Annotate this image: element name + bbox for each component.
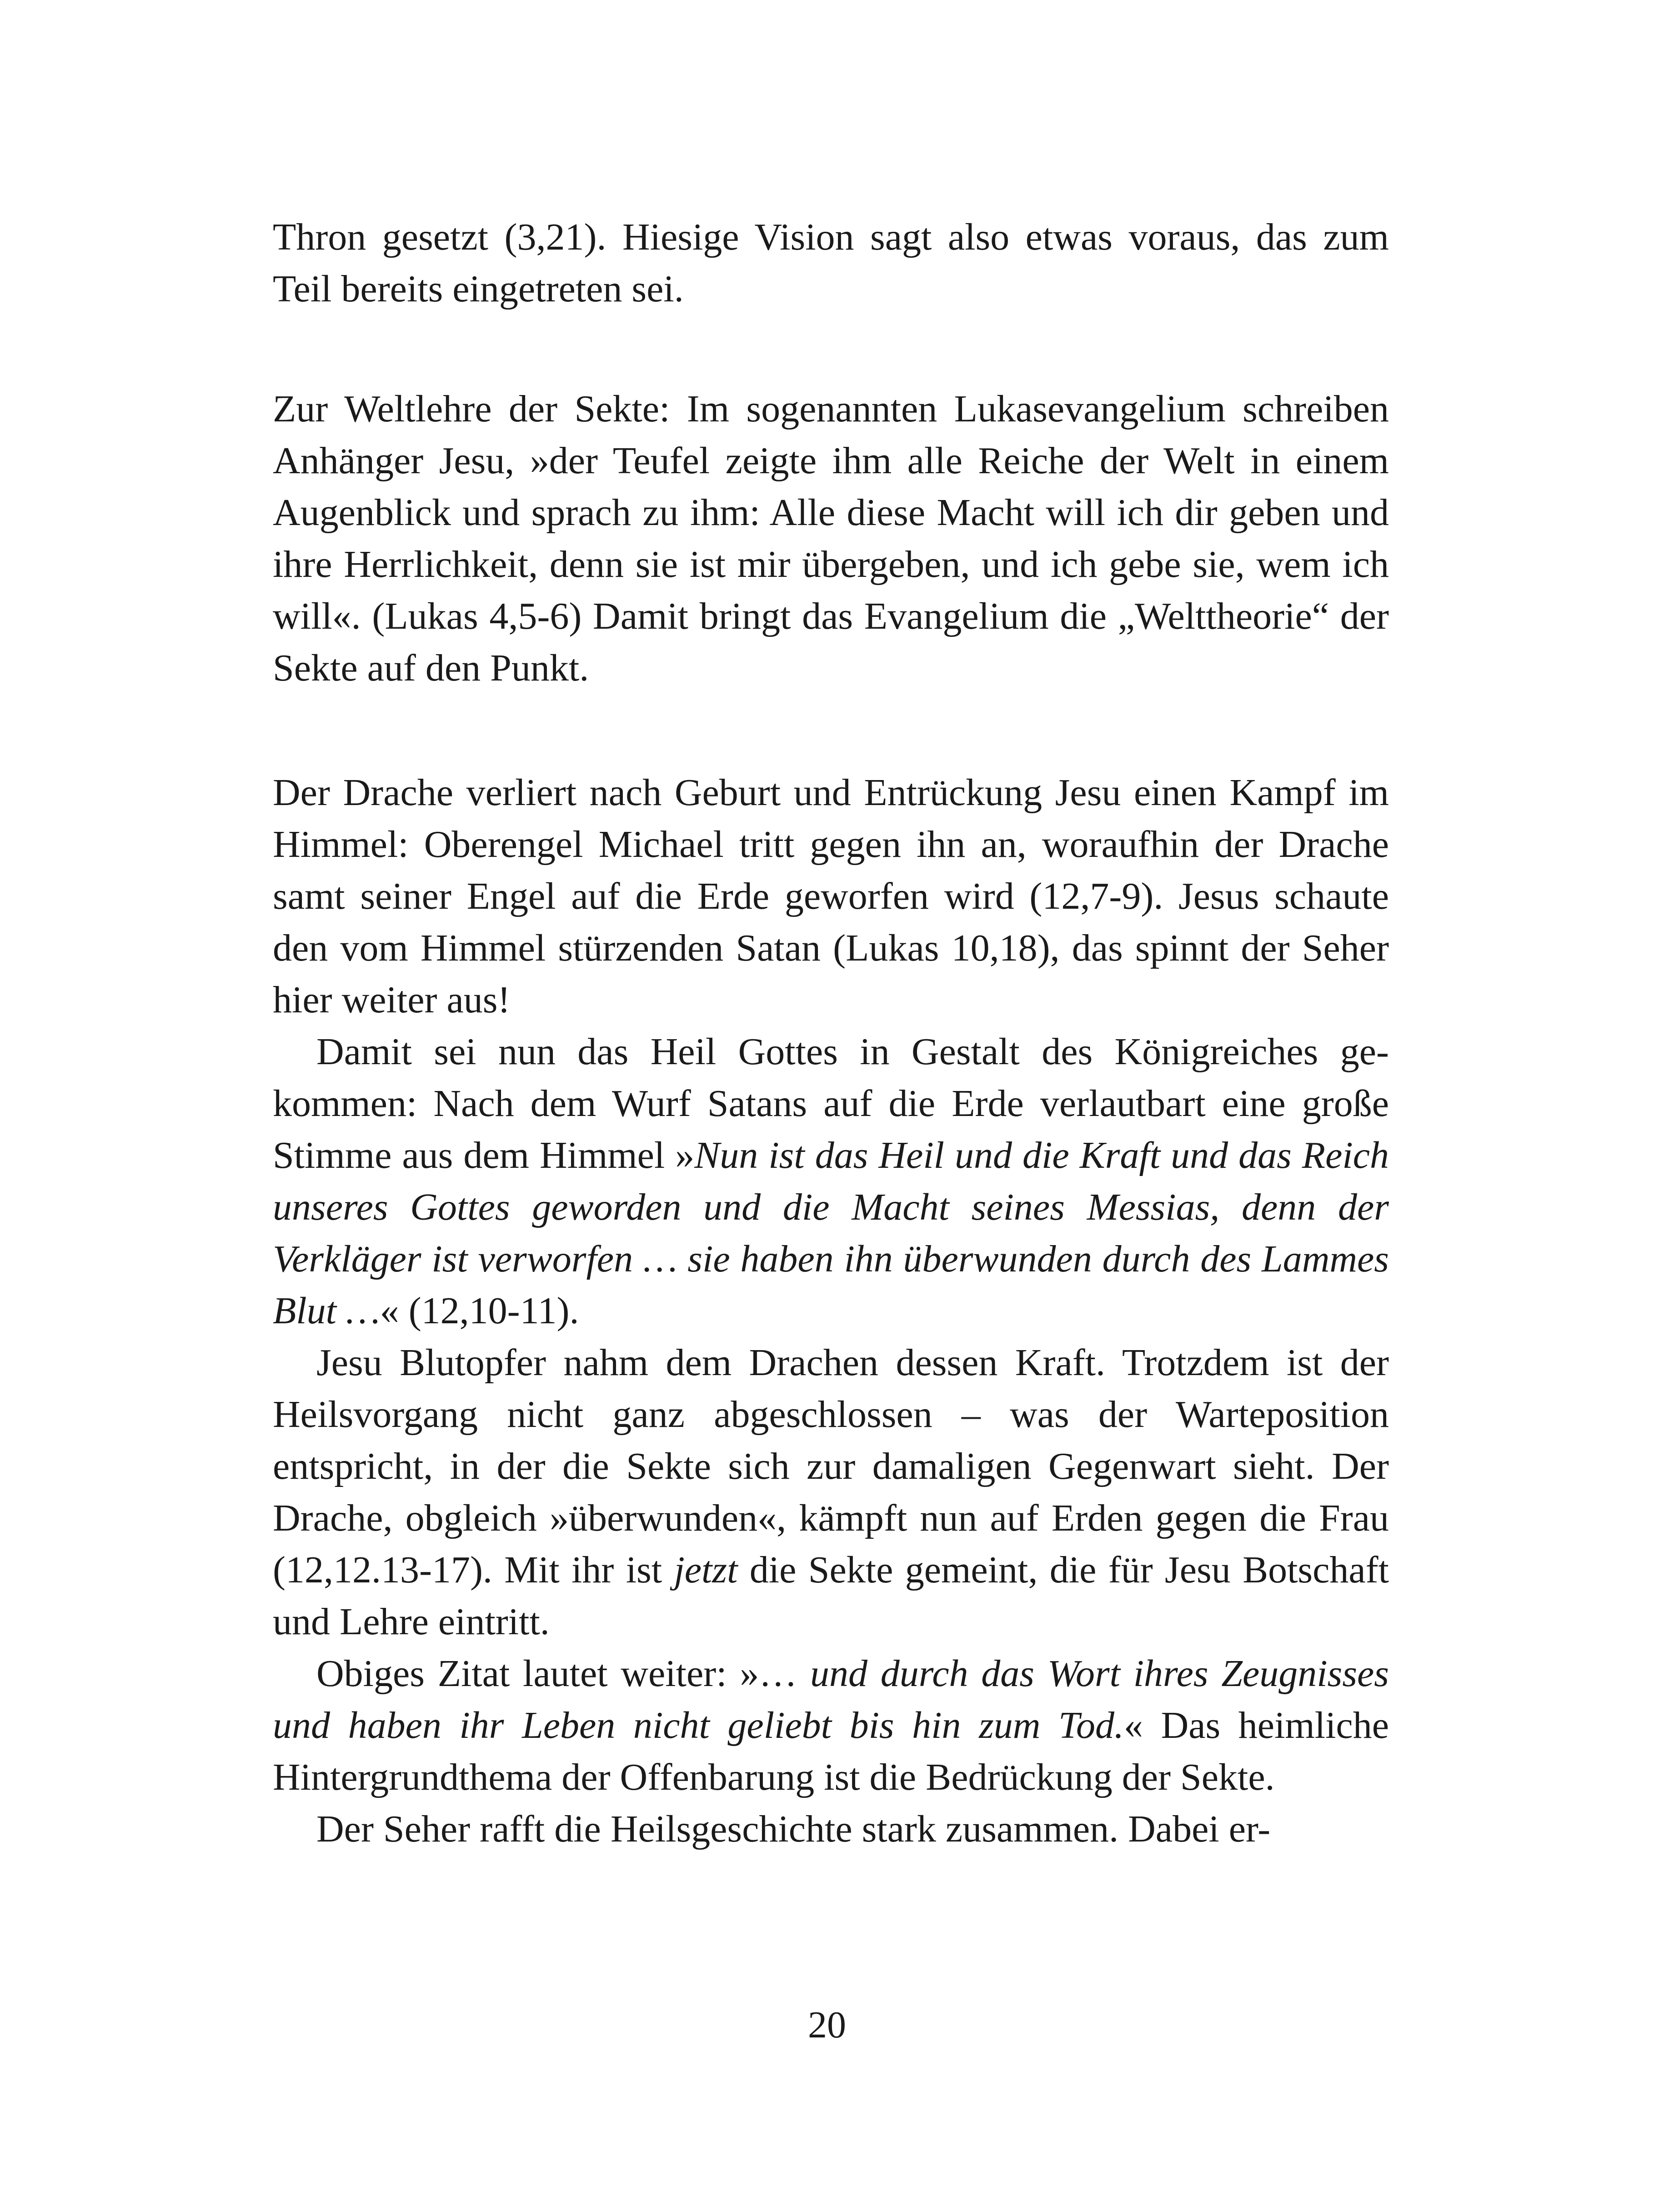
text-segment: Thron gesetzt (3,21). Hiesige Vision sagt also etwas voraus, das zum Teil bereits eingetreten sei. [273, 216, 1389, 310]
paragraph-2 [273, 383, 1389, 694]
quotation-italic: und durch das Wort ihres Zeugnisses und haben ihr Leben nicht geliebt bis hin zum Tod. [273, 1652, 1389, 1747]
text-segment: Zur Weltlehre der Sekte: Im sogenannten Lukasevangelium schreiben Anhänger Jesu, »der Teufel zeigte ihm alle Reiche der Welt in einem Augenblick und sprach zu ihm: Alle diese Macht will ich dir geben und ihre Herrlichkeit, denn sie ist mir übergeben, und ich gebe sie, wem ich will«. (Lukas 4,5-6) Damit bringt das Evangelium die „Welttheorie“ der Sekte auf den Punkt. [273, 388, 1389, 689]
emphasis-italic: jetzt [674, 1549, 738, 1591]
text-segment: Der Drache verliert nach Geburt und Entrückung Jesu einen Kampf im Himmel: Oberengel Michael tritt gegen ihn an, woraufhin der Drache samt seiner Engel auf die Erde geworfen wird (12,7-9). Jesus schaute den vom Himmel stürzenden Satan (Lukas 10,18), das spinnt der Seher hier weiter aus! [273, 771, 1389, 1021]
quotation-italic: Nun ist das Heil und die Kraft und das Reich unseres Gottes geworden und die Macht seines Messias, denn der Verkläger ist verworfen … sie haben ihn überwunden durch des Lammes Blut … [273, 1134, 1389, 1332]
paragraph-6 [273, 1648, 1389, 1803]
text-segment: « (12,10-11). [380, 1290, 579, 1332]
paragraph-3 [273, 767, 1389, 1026]
text-segment: Der Seher rafft die Heilsgeschichte stark zusammen. Dabei er- [316, 1808, 1271, 1850]
paragraph-7 [273, 1803, 1389, 1855]
page-number: 20 [808, 2004, 846, 2046]
text-segment: Damit sei nun das Heil Gottes in Gestalt des Königreiches gekommen: Nach dem Wurf Satans auf die Erde verlautbart eine große Stimme aus dem Himmel » [273, 1031, 1389, 1176]
page-body [273, 211, 1389, 1855]
paragraph-1 [273, 211, 1389, 315]
text-segment: Jesu Blutopfer nahm dem Drachen dessen Kraft. Trotzdem ist der Heilsvorgang nicht ganz abgeschlossen – was der Warteposition entspricht, in der die Sekte sich zur damaligen Gegenwart sieht. Der Drache, obgleich »überwunden«, kämpft nun auf Erden gegen die Frau (12,12.13-17). Mit ihr ist [273, 1341, 1389, 1591]
text-segment: Obiges Zitat lautet weiter: »… [316, 1652, 810, 1695]
paragraph-4 [273, 1026, 1389, 1337]
paragraph-5 [273, 1337, 1389, 1648]
text-segment: « Das heimliche Hintergrundthema der Offenbarung ist die Bedrückung der Sekte. [273, 1704, 1389, 1798]
text-segment: die Sekte gemeint, die für Jesu Botschaft und Lehre eintritt. [273, 1549, 1389, 1643]
